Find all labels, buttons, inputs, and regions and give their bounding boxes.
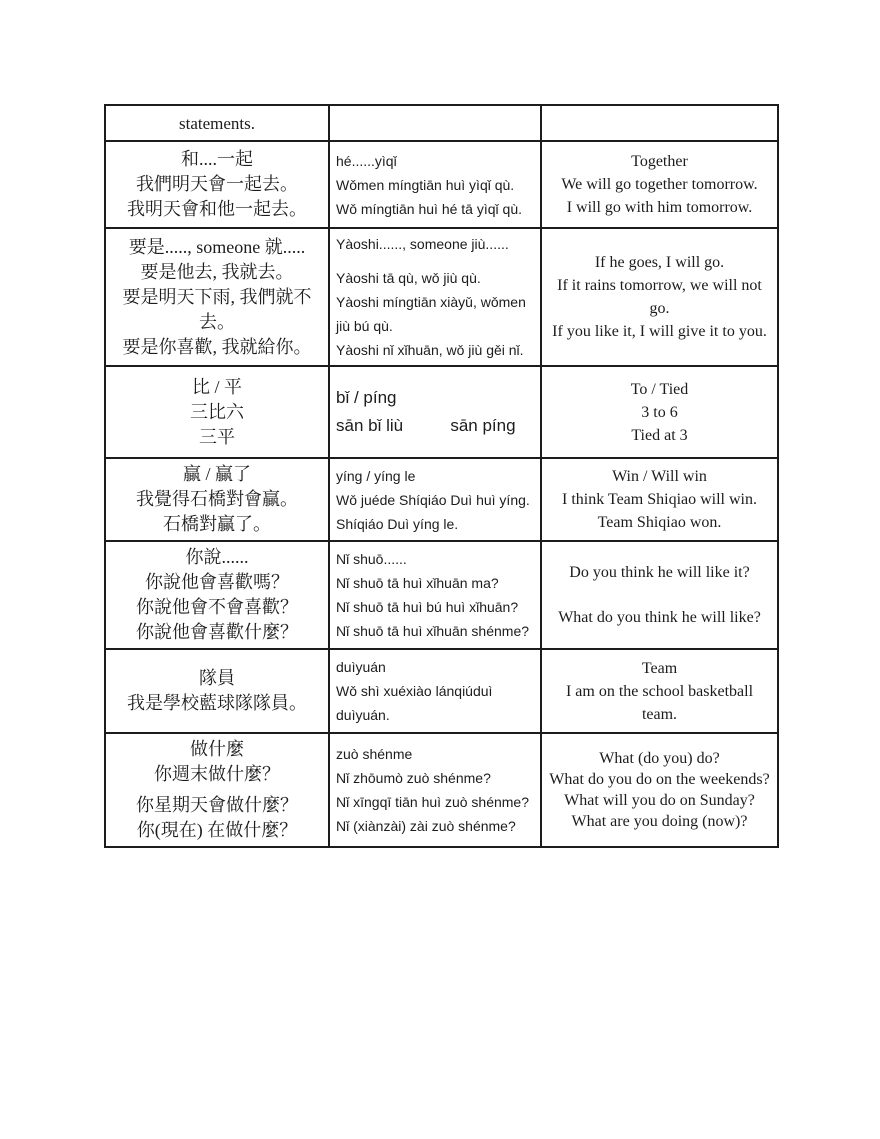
english-line: Team bbox=[641, 659, 678, 677]
chinese-line: 和....一起 bbox=[181, 149, 253, 169]
chinese-line: 要是....., someone 就..... bbox=[128, 236, 306, 257]
vocab-table-body bbox=[105, 105, 778, 847]
chinese-line: 你說他會喜歡嗎？ bbox=[145, 572, 289, 592]
chinese-line: 我明天會和他一起去。 bbox=[127, 199, 307, 219]
english-cell bbox=[541, 366, 778, 458]
table-row bbox=[105, 105, 778, 141]
pinyin-cell bbox=[329, 733, 541, 847]
pinyin-line: Wǒ juéde Shíqiáo Duì huì yíng. bbox=[336, 491, 530, 508]
english-line: Team Shiqiao won. bbox=[597, 514, 722, 531]
pinyin-line: bǐ / píng bbox=[336, 388, 397, 407]
pinyin-line: Wǒmen míngtiān huì yìqǐ qù. bbox=[336, 176, 515, 193]
english-line: If it rains tomorrow, we will not go. bbox=[557, 277, 762, 317]
english-line: To / Tied bbox=[630, 380, 689, 398]
pinyin-line: Shíqiáo Duì yíng le. bbox=[336, 515, 459, 532]
scanned-worksheet bbox=[104, 104, 779, 848]
english-line: What will you do on Sunday? bbox=[564, 792, 755, 809]
vocab-table bbox=[104, 104, 779, 848]
chinese-line: 你週末做什麼？ bbox=[154, 764, 280, 784]
table-row bbox=[105, 458, 778, 541]
english-cell bbox=[541, 228, 778, 366]
chinese-line: 要是他去, 我就去。 bbox=[140, 261, 294, 282]
chinese-cell bbox=[105, 105, 329, 141]
pinyin-cell bbox=[329, 105, 541, 141]
pinyin-cell bbox=[329, 541, 541, 649]
pinyin-cell bbox=[329, 366, 541, 458]
table-row bbox=[105, 141, 778, 228]
english-line: What (do you) do? bbox=[599, 750, 720, 767]
english-line: If he goes, I will go. bbox=[594, 254, 725, 271]
chinese-line: statements. bbox=[178, 113, 255, 133]
english-line: If you like it, I will give it to you. bbox=[552, 323, 767, 340]
pinyin-line: Nǐ shuō tā huì xǐhuān shénme? bbox=[336, 623, 530, 639]
chinese-cell bbox=[105, 649, 329, 733]
pinyin-line: sān bǐ liù sān píng bbox=[336, 416, 516, 435]
english-line: 3 to 6 bbox=[641, 403, 678, 421]
pinyin-line: hé......yìqǐ bbox=[336, 152, 397, 169]
chinese-cell bbox=[105, 228, 329, 366]
english-line: What are you doing (now)? bbox=[571, 813, 748, 830]
pinyin-line: Yàoshi tā qù, wǒ jiù qù. bbox=[336, 270, 481, 286]
table-row bbox=[105, 228, 778, 366]
table-row bbox=[105, 733, 778, 847]
english-line: I will go with him tomorrow. bbox=[566, 199, 753, 216]
chinese-cell bbox=[105, 458, 329, 541]
chinese-line: 三平 bbox=[199, 426, 235, 447]
english-cell bbox=[541, 105, 778, 141]
table-row bbox=[105, 649, 778, 733]
english-line: What do you think he will like? bbox=[558, 609, 761, 626]
pinyin-line: Nǐ (xiànzài) zài zuò shénme? bbox=[336, 818, 516, 834]
chinese-cell bbox=[105, 366, 329, 458]
pinyin-cell bbox=[329, 228, 541, 366]
pinyin-line: Nǐ shuō tā huì bú huì xǐhuān? bbox=[336, 599, 519, 615]
english-line: I am on the school basketball team. bbox=[565, 682, 754, 723]
chinese-line: 隊員 bbox=[199, 668, 235, 688]
pinyin-line: Yàoshi nǐ xǐhuān, wǒ jiù gěi nǐ. bbox=[336, 342, 524, 358]
chinese-line: 我覺得石橋對會贏。 bbox=[136, 489, 298, 509]
chinese-line: 要是你喜歡, 我就給你。 bbox=[122, 336, 312, 357]
pinyin-line: Wǒ míngtiān huì hé tā yìqǐ qù. bbox=[336, 200, 522, 217]
chinese-line: 我是學校藍球隊隊員。 bbox=[127, 693, 307, 713]
chinese-cell bbox=[105, 541, 329, 649]
english-line: Win / Will win bbox=[612, 468, 707, 485]
chinese-line: 要是明天下雨, 我們就不去。 bbox=[122, 286, 312, 332]
table-row bbox=[105, 541, 778, 649]
chinese-line: 你星期天會做什麼？ bbox=[136, 795, 298, 815]
pinyin-line: yíng / yíng le bbox=[336, 467, 416, 484]
chinese-line: 我們明天會一起去。 bbox=[136, 174, 298, 194]
pinyin-cell bbox=[329, 649, 541, 733]
line-gap bbox=[336, 256, 534, 266]
pinyin-line: Yàoshi......, someone jiù...... bbox=[336, 236, 509, 252]
english-line: Together bbox=[631, 153, 688, 170]
chinese-cell bbox=[105, 141, 329, 228]
line-gap bbox=[548, 584, 771, 606]
pinyin-cell bbox=[329, 141, 541, 228]
chinese-line: 贏 / 贏了 bbox=[182, 464, 251, 484]
english-cell bbox=[541, 649, 778, 733]
english-cell bbox=[541, 458, 778, 541]
english-line: Do you think he will like it? bbox=[569, 564, 750, 581]
english-cell bbox=[541, 541, 778, 649]
chinese-line: 你說他會不會喜歡？ bbox=[136, 597, 298, 617]
chinese-line: 比 / 平 bbox=[191, 376, 242, 397]
pinyin-line: Nǐ shuō...... bbox=[336, 551, 407, 567]
chinese-line: 你說他會喜歡什麼？ bbox=[136, 622, 298, 642]
chinese-line: 你說...... bbox=[185, 547, 249, 567]
english-line: I think Team Shiqiao will win. bbox=[561, 491, 757, 508]
chinese-line: 石橋對贏了。 bbox=[163, 514, 271, 534]
pinyin-line: Nǐ shuō tā huì xǐhuān ma? bbox=[336, 575, 499, 591]
pinyin-line: zuò shénme bbox=[336, 746, 413, 762]
english-line: We will go together tomorrow. bbox=[561, 176, 758, 193]
pinyin-line: Wǒ shì xuéxiào lánqiúduì duìyuán. bbox=[336, 683, 497, 723]
chinese-cell bbox=[105, 733, 329, 847]
english-cell bbox=[541, 141, 778, 228]
pinyin-line: Nǐ xīngqī tiān huì zuò shénme? bbox=[336, 794, 530, 810]
pinyin-line: Yàoshi míngtiān xiàyǔ, wǒmen jiù bú qù. bbox=[336, 294, 530, 334]
english-line: What do you do on the weekends? bbox=[549, 771, 770, 788]
english-line: Tied at 3 bbox=[631, 426, 688, 444]
pinyin-line: Nǐ zhōumò zuò shénme? bbox=[336, 770, 491, 786]
pinyin-line: duìyuán bbox=[336, 659, 386, 675]
chinese-line: 做什麼 bbox=[190, 739, 244, 759]
pinyin-cell bbox=[329, 458, 541, 541]
english-cell bbox=[541, 733, 778, 847]
table-row bbox=[105, 366, 778, 458]
chinese-line: 你(現在) 在做什麼？ bbox=[136, 820, 298, 840]
chinese-line: 三比六 bbox=[190, 401, 244, 422]
